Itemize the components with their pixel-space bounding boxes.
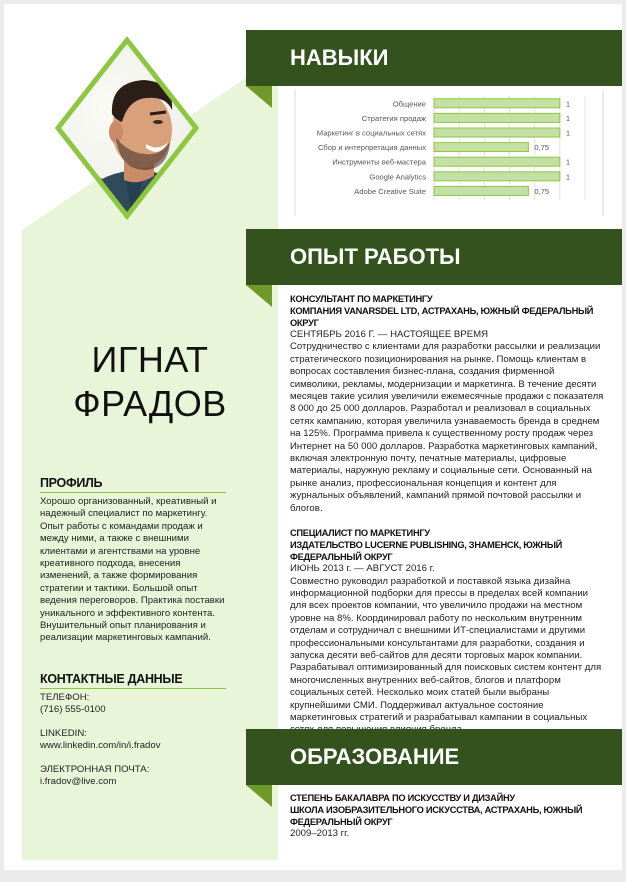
chart-category-label: Adobe Creative Suite — [354, 186, 426, 196]
chart-bar — [434, 128, 560, 137]
candidate-name — [22, 338, 278, 426]
education-header-fold — [246, 785, 272, 807]
experience-header — [246, 229, 622, 285]
job-description: Совместно руководил разработкой и поставкой языка дизайна информационной подборки для прессы в пределах всей компании для всех проектов компании, что увеличило продажи на местном уровне на 8%. Координировал работу по нескольким внутренним отделам и сотрудничал с внешними ИТ-специалистами и другими профессиональными консультантами для разработки, создания и запуска десяти веб-сайтов для десяти торговых марок компании. Разрабатывал оптимизированный для поисковых систем контент для многочисленных внутренних веб-сайтов, блогов и платформ социальных сетей. Несколько моих статей были выбраны крупнейшими СМИ. Поддерживал актуальное состояние маркетинговых стратегий и разрабатывал кампании в социальных — [290, 575, 602, 723]
skills-header-title: НАВЫКИ — [290, 45, 389, 70]
last-name: ФРАДОВ — [73, 383, 227, 424]
education-degree: СТЕПЕНЬ БАКАЛАВРА ПО ИСКУССТВУ И ДИЗАЙНУ — [290, 793, 515, 803]
education-dates: 2009–2013 гг. — [290, 828, 350, 839]
chart-category-label: Инструменты веб-мастера — [332, 157, 426, 167]
job-title: КОНСУЛЬТАНТ ПО МАРКЕТИНГУ — [290, 294, 433, 304]
job-description: Сотрудничество с клиентами для разработки рассылки и реализации стратегического позиционирования на рынке. Помощь клиентам в вопросах составления бизнес-плана, создания фирменной символики, рекламы, модернизации и маркетинга. В течение десяти месяцев такие усилия увеличили ежемесячные продажи с показателя 8 000 до 25 000 долларов. Разработал и реализовал в социальных сетях кампанию, которая увеличила узнаваемость бренда в среднем на 125%. Программа привела к существенному росту продаж через Интернет на 50 000 долларов. Разработка маркетинговых кампаний, включая электронную почту, печатные материалы, цифровые материалы, наружную рекламу и социальные сети. Основанный на рынке анализ, профессиональная концепция и контент для журнальных объявлений, кампаний прямой почтовой рассылки и блогов. — [290, 341, 604, 514]
job-dates: СЕНТЯБРЬ 2016 Г. — НАСТОЯЩЕЕ ВРЕМЯ — [290, 329, 489, 340]
job-dates: ИЮНЬ 2013 г. — АВГУСТ 2016 г. — [290, 563, 435, 575]
education-header-title: ОБРАЗОВАНИЕ — [290, 744, 460, 769]
experience-header-title: ОПЫТ РАБОТЫ — [290, 244, 461, 269]
contacts-title: КОНТАКТНЫЕ ДАННЫЕ — [40, 672, 226, 689]
experience-item — [290, 293, 606, 515]
chart-value-label: 0,75 — [534, 186, 550, 196]
linkedin-link[interactable]: www.linkedin.com/in/i.fradov — [40, 740, 161, 752]
education-school: ШКОЛА ИЗОБРАЗИТЕЛЬНОГО ИСКУССТВА, АСТРАХАНЬ, ЮЖНЫЙ ФЕДЕРАЛЬНЫЙ ОКРУГ — [290, 805, 583, 827]
chart-bar — [434, 157, 560, 166]
profile-text: Хорошо организованный, креативный и надежный специалист по маркетингу. Опыт работы с командами продаж и между ними, а также с внешними клиентами и агентствами на уровне креативного подхода, внесения изменений, а также формирования стратегии и тактики. Большой опыт ведения переговоров. Практика поставки уникального и эффективного контента. Внушительный опыт планирования и реализации маркетинговых кампаний. — [40, 496, 225, 644]
first-name: ИГНАТ — [91, 339, 209, 380]
contacts-section — [40, 672, 226, 799]
chart-value-label: 1 — [565, 157, 571, 167]
job-company: КОМПАНИЯ VANARSDEL LTD, АСТРАХАНЬ, ЮЖНЫЙ ФЕДЕРАЛЬНЫЙ ОКРУГ — [290, 306, 594, 328]
email-link[interactable]: i.fradov@live.com — [40, 776, 117, 788]
chart-category-label: Google Analytics — [369, 172, 426, 182]
chart-bar — [434, 186, 528, 195]
linkedin-label: LINKEDIN: — [40, 727, 87, 739]
profile-section — [40, 476, 226, 645]
education-item — [290, 792, 606, 840]
job-title: СПЕЦИАЛИСТ ПО МАРКЕТИНГУ — [290, 528, 430, 539]
chart-value-label: 1 — [565, 99, 571, 109]
chart-value-label: 1 — [565, 113, 571, 123]
phone-label: ТЕЛЕФОН: — [40, 692, 90, 703]
skills-header-fold — [246, 86, 272, 108]
chart-value-label: 1 — [565, 172, 571, 182]
chart-value-label: 1 — [565, 128, 571, 138]
resume-page — [4, 4, 622, 870]
skills-header — [246, 30, 622, 86]
chart-category-label: Маркетинг в социальных сетях — [316, 128, 426, 138]
chart-category-label: Общение — [392, 99, 426, 109]
chart-category-label: Стратегия продаж — [361, 113, 426, 123]
experience-list — [290, 293, 606, 737]
experience-header-fold — [246, 285, 272, 307]
experience-item — [290, 527, 606, 737]
education-header — [246, 729, 622, 785]
chart-value-label: 0,75 — [534, 143, 550, 153]
chart-bar — [434, 113, 560, 122]
skills-chart — [294, 90, 604, 218]
email-label: ЭЛЕКТРОННАЯ ПОЧТА: — [40, 763, 150, 775]
chart-bar — [434, 99, 560, 108]
job-company: ИЗДАТЕЛЬСТВО LUCERNE PUBLISHING, ЗНАМЕНСК, ЮЖНЫЙ ФЕДЕРАЛЬНЫЙ ОКРУГ — [290, 540, 563, 563]
chart-bar — [434, 143, 528, 152]
chart-category-label: Сбор и интерпретация данных — [317, 143, 426, 153]
profile-photo — [42, 30, 212, 226]
profile-title: ПРОФИЛЬ — [40, 476, 226, 493]
phone-value: (716) 555-0100 — [40, 704, 106, 716]
chart-bar — [434, 172, 560, 181]
